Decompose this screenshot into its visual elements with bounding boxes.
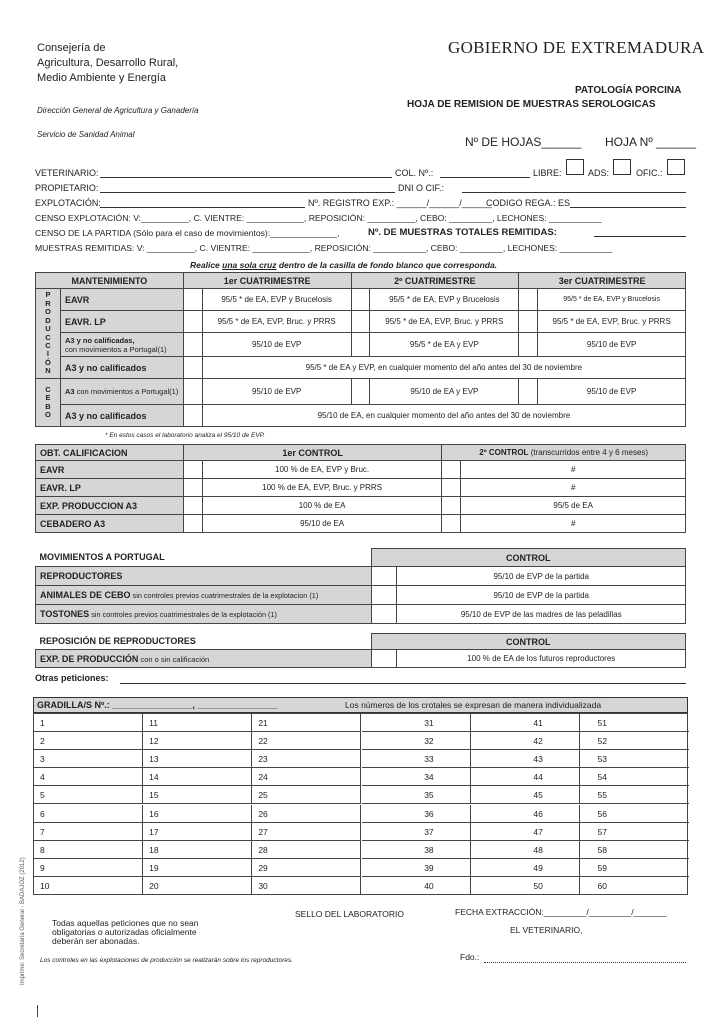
crotal-cell[interactable] (252, 877, 361, 895)
portugal-row-tostones: TOSTONES sin controles previos cuatrimestrales de la explotación (1) (36, 605, 372, 624)
table-row (36, 567, 686, 586)
side-text-produccion: P R O D U C C I Ó N (45, 290, 51, 376)
crotal-cell[interactable] (580, 823, 689, 841)
otras-peticiones-label: Otras peticiones: (35, 673, 109, 683)
crotal-number: 31 (424, 718, 434, 728)
cell-a3cebo-c3: 95/10 de EVP (538, 379, 686, 405)
crotal-cell[interactable] (143, 841, 252, 859)
veterinario-input[interactable] (100, 177, 392, 178)
cell-a3nocal-cebo: 95/10 de EA, en cualquier momento del año antes del 30 de noviembre (202, 405, 685, 427)
crotal-number: 12 (149, 736, 159, 747)
crotal-number: 21 (258, 718, 268, 728)
calificacion-table (35, 444, 686, 533)
org-line1: Consejería de (37, 42, 106, 54)
muestras-totales-label: Nº. DE MUESTRAS TOTALES REMITIDAS: (368, 227, 557, 238)
crotal-number: 42 (533, 736, 543, 747)
reposicion-cell: 100 % de EA de los futuros reproductores (397, 650, 686, 668)
num-sheets-field[interactable]: Nº DE HOJAS______ (465, 135, 582, 149)
crotal-cell[interactable] (252, 750, 361, 768)
crotal-number: 4 (40, 772, 45, 783)
portugal-cell-tostones: 95/10 de EVP de las madres de las peladillas (397, 605, 686, 624)
row-label-a3-nocal-cebo: A3 y no calificados (60, 405, 183, 427)
crotal-cell[interactable] (580, 732, 689, 750)
crotal-number: 49 (533, 862, 543, 873)
portugal-checkbox-animales-cebo[interactable] (371, 586, 397, 605)
crotal-number: 60 (597, 880, 607, 891)
table-row (36, 650, 686, 668)
table-row (36, 333, 686, 357)
form-title-pathology: PATOLOGÍA PORCINA (575, 85, 682, 96)
crotal-number: 51 (597, 718, 607, 728)
crotal-number: 32 (424, 736, 434, 747)
checkbox-a3cebo-c1[interactable] (183, 379, 202, 405)
col-cuatrimestre-1: 1er CUATRIMESTRE (183, 273, 351, 289)
crotal-grid (33, 713, 688, 895)
gradilla-field[interactable]: GRADILLA/S Nº.: ________________, ________________ (37, 700, 278, 710)
fdo-label: Fdo.: (460, 952, 480, 962)
gradilla-note: Los números de los crotales se expresan de manera individualizada (345, 700, 602, 710)
fdo-signature-line[interactable] (484, 962, 686, 963)
crotal-cell[interactable] (471, 841, 580, 859)
checkbox-a3port-c2[interactable] (351, 333, 370, 357)
crotal-number: 43 (533, 754, 543, 765)
checkbox-a3cebo-c3[interactable] (519, 379, 538, 405)
cal-row-label-eavrlp: EAVR. LP (36, 479, 184, 497)
cell-eavr-c1: 95/5 * de EA, EVP y Brucelosis (202, 289, 351, 311)
mantenimiento-footnote: * En estos casos el laboratorio analiza el 95/10 de EVP. (105, 432, 265, 439)
peticiones-line2: obligatorias o autorizadas oficialmente (52, 927, 197, 937)
crotal-cell[interactable] (471, 768, 580, 786)
crotal-number: 22 (258, 736, 268, 747)
cal-cell-eavrlp-1: 100 % de EA, EVP, Bruc. y PRRS (202, 479, 442, 497)
crotal-number: 14 (149, 772, 159, 783)
crotal-number: 50 (533, 880, 543, 891)
portugal-row-animales-cebo: ANIMALES DE CEBO sin controles previos cuatrimestrales de la explotacion (1) (36, 586, 372, 605)
checkbox-eavrlp-c3[interactable] (519, 311, 538, 333)
table-row (36, 379, 686, 405)
ads-checkbox[interactable] (613, 159, 631, 175)
libre-label: LIBRE: (533, 168, 562, 178)
dni-label: DNI O CIF.: (398, 183, 445, 193)
crotal-cell[interactable] (252, 823, 361, 841)
crotal-cell[interactable] (362, 877, 471, 895)
row-label-eavr: EAVR (60, 289, 183, 311)
crotal-cell[interactable] (34, 786, 143, 804)
crotal-cell[interactable] (143, 805, 252, 823)
cal-checkbox-eavrlp-2[interactable] (442, 479, 461, 497)
table-row (36, 357, 686, 379)
crotal-number: 7 (40, 826, 45, 837)
calificacion-header-row (36, 445, 686, 461)
crotal-cell[interactable] (471, 859, 580, 877)
crotal-cell[interactable] (362, 823, 471, 841)
ofic-checkbox[interactable] (667, 159, 685, 175)
crotal-number: 40 (424, 880, 434, 891)
crotal-cell[interactable] (471, 750, 580, 768)
crotal-number: 17 (149, 826, 159, 837)
crotal-number: 19 (149, 862, 159, 873)
crotal-number: 44 (533, 772, 543, 783)
crotal-cell[interactable] (580, 750, 689, 768)
cell-a3cebo-c1: 95/10 de EVP (202, 379, 351, 405)
crotal-number: 13 (149, 754, 159, 765)
imprenta-text: Imprime: Secretaría General - BADAJOZ (2012) (20, 857, 26, 985)
crotal-number: 59 (597, 862, 607, 873)
codigo-rega-input[interactable] (570, 207, 686, 208)
crotal-cell[interactable] (471, 877, 580, 895)
checkbox-a3cebo-c2[interactable] (351, 379, 370, 405)
muestras-totales-input[interactable] (594, 236, 686, 237)
crotal-cell[interactable] (34, 768, 143, 786)
crotal-number: 28 (258, 844, 268, 855)
org-line2: Agricultura, Desarrollo Rural, (37, 57, 179, 69)
cal-cell-eavr-1: 100 % de EA, EVP y Bruc. (202, 461, 442, 479)
table-row (36, 586, 686, 605)
col-cuatrimestre-3: 3er CUATRIMESTRE (519, 273, 686, 289)
crotal-cell[interactable] (362, 805, 471, 823)
crotal-number: 55 (597, 790, 607, 801)
cell-eavr-c2: 95/5 * de EA, EVP y Brucelosis (370, 289, 519, 311)
crotal-cell[interactable] (34, 750, 143, 768)
crotal-number: 52 (597, 736, 607, 747)
portugal-cell-animales-cebo: 95/10 de EVP de la partida (397, 586, 686, 605)
peticiones-line1: Todas aquellas peticiones que no sean (52, 918, 199, 928)
crotal-number: 35 (424, 790, 434, 801)
crotal-cell[interactable] (143, 750, 252, 768)
checkbox-a3nocal-prod[interactable] (183, 357, 202, 379)
dni-input[interactable] (462, 192, 686, 193)
row-label-a3-portugal-cebo: A3 con movimientos a Portugal(1) (60, 379, 183, 405)
crotal-cell[interactable] (252, 805, 361, 823)
crotal-cell[interactable] (34, 732, 143, 750)
org-name (37, 41, 178, 86)
crotal-cell[interactable] (471, 786, 580, 804)
crotal-number: 10 (40, 880, 50, 891)
cal-cell-cebadero-2: # (461, 515, 686, 533)
crotal-cell[interactable] (362, 750, 471, 768)
crotal-number: 48 (533, 844, 543, 855)
crotal-number: 45 (533, 790, 543, 801)
crotal-number: 1 (40, 718, 45, 728)
government-title: GOBIERNO DE EXTREMADURA (448, 38, 705, 57)
peticiones-notice (52, 919, 199, 946)
crotal-cell[interactable] (580, 805, 689, 823)
crotal-number: 57 (597, 826, 607, 837)
registro-field[interactable]: Nº. REGISTRO EXP.: ______/______/______ (308, 198, 492, 208)
crotal-number: 38 (424, 844, 434, 855)
crotal-cell[interactable] (471, 732, 580, 750)
crotal-number: 18 (149, 844, 159, 855)
crotal-number: 26 (258, 808, 268, 819)
cal-checkbox-eavr-2[interactable] (442, 461, 461, 479)
crotal-cell[interactable] (362, 732, 471, 750)
crotal-cell[interactable] (580, 841, 689, 859)
crotal-number: 23 (258, 754, 268, 765)
side-text-cebo: C E B O (45, 384, 51, 419)
mantenimiento-header: MANTENIMIENTO (36, 273, 184, 289)
checkbox-a3port-c3[interactable] (519, 333, 538, 357)
table-row (36, 479, 686, 497)
codigo-rega-label: CODIGO REGA.: ES (486, 198, 571, 208)
crotal-cell[interactable] (471, 805, 580, 823)
censo-partida-field[interactable]: CENSO DE LA PARTIDA (Sólo para el caso de movimientos):______________, (35, 228, 340, 238)
mantenimiento-header-row (36, 273, 686, 289)
veterinario-signature-label: EL VETERINARIO, (510, 925, 583, 935)
crotal-number: 25 (258, 790, 268, 801)
cal-row-label-eavr: EAVR (36, 461, 184, 479)
crotal-cell[interactable] (252, 859, 361, 877)
reposicion-header-row (36, 634, 686, 650)
table-row (36, 515, 686, 533)
crotal-cell[interactable] (252, 841, 361, 859)
crotal-number: 33 (424, 754, 434, 765)
crotal-number: 58 (597, 844, 607, 855)
crotal-number: 47 (533, 826, 543, 837)
explotacion-input[interactable] (100, 207, 305, 208)
crotal-cell[interactable] (252, 732, 361, 750)
crotal-cell[interactable] (580, 768, 689, 786)
service-name: Servicio de Sanidad Animal (37, 130, 135, 139)
table-row (36, 311, 686, 333)
col-label: COL. Nº.: (395, 168, 434, 178)
crotal-cell[interactable] (362, 714, 471, 732)
crotal-number: 8 (40, 844, 45, 855)
crotal-cell[interactable] (143, 823, 252, 841)
direction-general: Dirección General de Agricultura y Ganadería (37, 106, 199, 115)
censo-explotacion-field[interactable]: CENSO EXPLOTACIÓN: V:__________, C. VIENTRE: ____________, REPOSICIÓN: __________, CEBO: _________, LECHONES: ___________ (35, 213, 602, 223)
crotal-cell[interactable] (252, 714, 361, 732)
cal-checkbox-expprod-1[interactable] (183, 497, 202, 515)
crotal-cell[interactable] (252, 768, 361, 786)
table-row (36, 605, 686, 624)
col-control-2: 2º CONTROL (transcurridos entre 4 y 6 meses) (442, 445, 686, 461)
crotal-number: 54 (597, 772, 607, 783)
crotal-cell[interactable] (471, 714, 580, 732)
crotal-number: 39 (424, 862, 434, 873)
crotal-number: 29 (258, 862, 268, 873)
crotal-cell[interactable] (252, 786, 361, 804)
crotal-number: 9 (40, 862, 45, 873)
crotal-number: 11 (149, 718, 158, 728)
col-cuatrimestre-2: 2º CUATRIMESTRE (351, 273, 519, 289)
sheet-number-field[interactable]: HOJA Nº ______ (605, 135, 697, 149)
crotal-number: 24 (258, 772, 268, 783)
crotal-cell[interactable] (143, 786, 252, 804)
side-label-cebo (36, 379, 61, 427)
crotal-number: 41 (533, 718, 543, 728)
crotal-cell[interactable] (143, 859, 252, 877)
portugal-row-reproductores: REPRODUCTORES (36, 567, 372, 586)
crotal-cell[interactable] (34, 805, 143, 823)
mantenimiento-table (35, 272, 686, 427)
crotal-number: 20 (149, 880, 159, 891)
crotal-cell[interactable] (143, 768, 252, 786)
checkbox-eavrlp-c1[interactable] (183, 311, 202, 333)
side-label-produccion (36, 289, 61, 379)
propietario-label: PROPIETARIO: (35, 183, 99, 193)
crotal-number: 46 (533, 808, 543, 819)
org-line3: Medio Ambiente y Energía (37, 72, 167, 84)
cell-a3port-c1: 95/10 de EVP (202, 333, 351, 357)
col-control-1: 1er CONTROL (183, 445, 442, 461)
crotal-cell[interactable] (143, 877, 252, 895)
checkbox-eavr-c3[interactable] (519, 289, 538, 311)
cal-row-label-cebadero: CEBADERO A3 (36, 515, 184, 533)
checkbox-eavr-c1[interactable] (183, 289, 202, 311)
muestras-remitidas-field[interactable]: MUESTRAS REMITIDAS: V: __________, C. VIENTRE: ____________, REPOSICIÓN: ___________, CEBO: _________, LECHONES: ___________ (35, 243, 613, 253)
crotal-number: 16 (149, 808, 159, 819)
sello-label: SELLO DEL LABORATORIO (295, 909, 404, 919)
explotacion-label: EXPLOTACIÓN: (35, 198, 101, 208)
table-row (36, 405, 686, 427)
crotal-cell[interactable] (34, 877, 143, 895)
crotal-cell[interactable] (362, 768, 471, 786)
cal-cell-expprod-1: 100 % de EA (202, 497, 442, 515)
cell-a3cebo-c2: 95/10 de EA y EVP (370, 379, 519, 405)
crotal-number: 2 (40, 736, 45, 747)
reposicion-table (35, 633, 686, 668)
cal-row-label-expprod: EXP. PRODUCCION A3 (36, 497, 184, 515)
cell-a3port-c3: 95/10 de EVP (538, 333, 686, 357)
cal-checkbox-eavrlp-1[interactable] (183, 479, 202, 497)
checkbox-eavr-c2[interactable] (351, 289, 370, 311)
checkbox-a3nocal-cebo[interactable] (183, 405, 202, 427)
crotal-number: 53 (597, 754, 607, 765)
cal-cell-expprod-2: 95/5 de EA (461, 497, 686, 515)
veterinario-label: VETERINARIO: (35, 168, 99, 178)
cell-eavr-c3: 95/5 * de EA, EVP y Brucelosis (538, 289, 686, 311)
crotal-number: 34 (424, 772, 434, 783)
crotal-cell[interactable] (143, 714, 252, 732)
propietario-input[interactable] (100, 192, 395, 193)
crotal-number: 30 (258, 880, 268, 891)
portugal-table (35, 548, 686, 624)
cell-eavrlp-c3: 95/5 * de EA, EVP, Bruc. y PRRS (538, 311, 686, 333)
portugal-checkbox-reproductores[interactable] (371, 567, 397, 586)
row-label-a3-nocal-prod: A3 y no calificados (60, 357, 183, 379)
crotal-number: 6 (40, 808, 45, 819)
portugal-header-row (36, 549, 686, 567)
libre-checkbox[interactable] (566, 159, 584, 175)
checkbox-eavrlp-c2[interactable] (351, 311, 370, 333)
crotal-number: 56 (597, 808, 607, 819)
calificacion-header: OBT. CALIFICACION (36, 445, 184, 461)
crotal-cell[interactable] (471, 823, 580, 841)
reposicion-control-header: CONTROL (371, 634, 686, 650)
table-row (36, 289, 686, 311)
cal-checkbox-expprod-2[interactable] (442, 497, 461, 515)
cal-cell-eavr-2: # (461, 461, 686, 479)
fecha-extraccion-field[interactable]: FECHA EXTRACCIÓN:_________/_________/_______ (455, 907, 667, 917)
portugal-checkbox-tostones[interactable] (371, 605, 397, 624)
portugal-cell-reproductores: 95/10 de EVP de la partida (397, 567, 686, 586)
ofic-label: OFIC.: (636, 168, 663, 178)
crotal-cell[interactable] (580, 786, 689, 804)
ads-label: ADS: (588, 168, 610, 178)
crotal-number: 5 (40, 790, 45, 801)
row-label-eavr-lp: EAVR. LP (60, 311, 183, 333)
cell-eavrlp-c1: 95/5 * de EA, EVP, Bruc. y PRRS (202, 311, 351, 333)
row-label-a3-portugal-prod: A3 y no calificadas, con movimientos a Portugal(1) (60, 333, 183, 357)
cal-cell-cebadero-1: 95/10 de EA (202, 515, 442, 533)
col-input[interactable] (440, 177, 530, 178)
crotal-cell[interactable] (580, 859, 689, 877)
table-row (36, 497, 686, 515)
cell-a3port-c2: 95/5 * de EA y EVP (370, 333, 519, 357)
margin-mark (37, 1005, 38, 1017)
crotal-number: 3 (40, 754, 45, 765)
reposicion-checkbox[interactable] (371, 650, 397, 668)
crotal-cell[interactable] (362, 841, 471, 859)
portugal-header: MOVIMIENTOS A PORTUGAL (36, 549, 372, 567)
crotal-cell[interactable] (580, 877, 689, 895)
crotal-number: 37 (424, 826, 434, 837)
crotal-cell[interactable] (362, 859, 471, 877)
portugal-control-header: CONTROL (371, 549, 685, 567)
reposicion-row-label: EXP. DE PRODUCCIÓN con o sin calificación (36, 650, 372, 668)
cell-a3nocal-prod: 95/5 * de EA y EVP, en cualquier momento del año antes del 30 de noviembre (202, 357, 685, 379)
cal-checkbox-cebadero-1[interactable] (183, 515, 202, 533)
crotal-cell[interactable] (34, 841, 143, 859)
table-row (36, 461, 686, 479)
footer-note: Los controles en las explotaciones de producción se realizarán sobre los reproductores. (40, 957, 293, 964)
cell-eavrlp-c2: 95/5 * de EA, EVP, Bruc. y PRRS (370, 311, 519, 333)
cal-cell-eavrlp-2: # (461, 479, 686, 497)
crotal-cell[interactable] (362, 786, 471, 804)
crotal-cell[interactable] (34, 859, 143, 877)
crotal-number: 36 (424, 808, 434, 819)
crotal-number: 15 (149, 790, 159, 801)
crotal-cell[interactable] (580, 714, 689, 732)
peticiones-line3: deberán ser abonadas. (52, 936, 140, 946)
cal-checkbox-eavr-1[interactable] (183, 461, 202, 479)
instruction-text: Realice una sola cruz dentro de la casilla de fondo blanco que corresponda. (190, 260, 498, 270)
cal-checkbox-cebadero-2[interactable] (442, 515, 461, 533)
crotal-cell[interactable] (143, 732, 252, 750)
checkbox-a3port-c1[interactable] (183, 333, 202, 357)
crotal-cell[interactable] (34, 823, 143, 841)
otras-peticiones-input[interactable] (120, 683, 686, 684)
reposicion-header: REPOSICIÓN DE REPRODUCTORES (36, 634, 372, 650)
crotal-number: 27 (258, 826, 268, 837)
form-title-sheet: HOJA DE REMISION DE MUESTRAS SEROLOGICAS (407, 99, 656, 110)
crotal-cell[interactable] (34, 714, 143, 732)
